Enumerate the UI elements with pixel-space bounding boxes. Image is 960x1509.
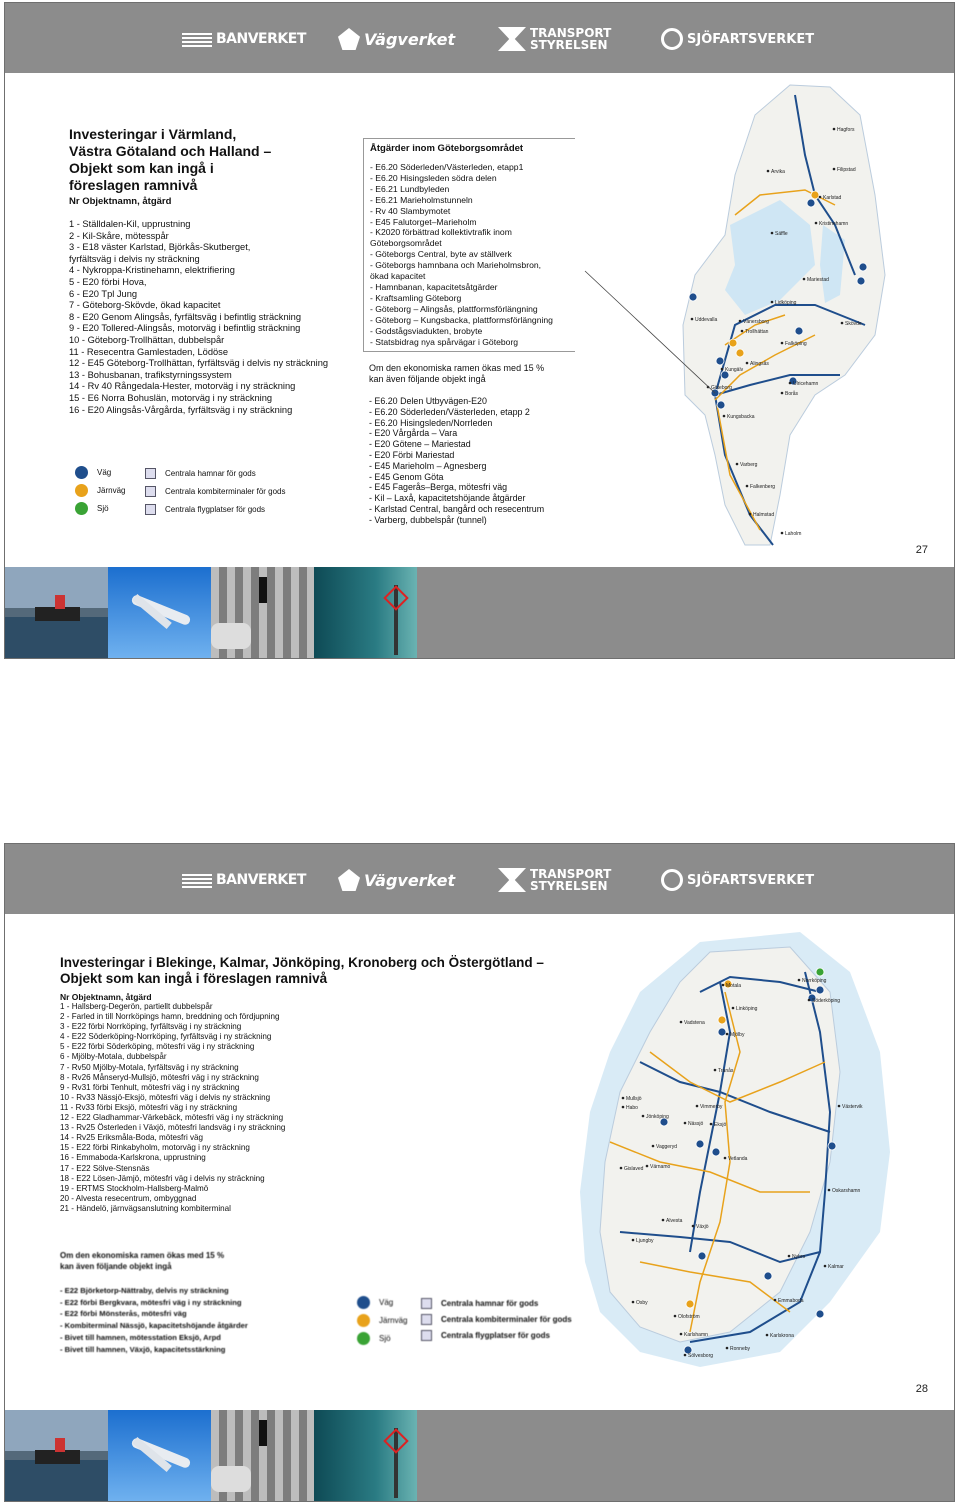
rail-marker-icon [357,1314,370,1327]
list-item: 7 - Göteborg-Skövde, ökad kapacitet [69,300,221,311]
list-item: 16 - E20 Alingsås-Vårgårda, fyrfältsväg i ny sträckning [69,404,293,415]
map-label: Alingsås [750,361,769,367]
list-item: - Göteborgs hamnbana och Marieholmsbron, [370,260,542,271]
town-dot [721,368,724,371]
extra-intro: Om den ekonomiska ramen ökas med 15 % kan även följande objekt ingå [60,1251,225,1271]
map-label: Värnamo [650,1164,671,1170]
list-item: - Kombiterminal Nässjö, kapacitetshöjande åtgärder [60,1321,248,1331]
map-label: Eksjö [714,1122,727,1128]
list-item: 16 - Emmaboda-Karlskrona, upprustning [60,1153,206,1163]
legend: Väg Järnväg Sjö Centrala hamnar för gods Centrala kombiterminaler för gods Centrala flygplatser för gods [75,466,335,522]
town-dot [781,532,784,535]
sea-marker-icon [75,502,88,515]
town-dot [771,301,774,304]
list-item: - E6.20 Hisingsleden/Norrleden [369,417,493,428]
list-item: 14 - Rv25 Eriksmåla-Boda, mötesfri väg [60,1133,204,1143]
list-item: 9 - Rv31 förbi Tenhult, mötesfri väg i ny sträckning [60,1082,240,1092]
map-vastra-gotaland [575,75,895,553]
map-label: Halmstad [753,512,775,518]
train-photo [314,1410,417,1501]
map-label: Växjö [696,1224,709,1230]
town-dot [838,1105,841,1108]
map-label: Karlstad [823,195,842,201]
list-item: - E22 förbi Mönsterås, mötesfri väg [60,1309,187,1319]
map-label: Uddevalla [695,317,718,323]
list-item: 5 - E22 förbi Söderköping, mötesfri väg i ny sträckning [60,1042,255,1052]
town-dot [833,168,836,171]
map-label: Vadstena [684,1020,705,1026]
town-dot [632,1239,635,1242]
town-dot [632,1301,635,1304]
list-item: 9 - E20 Tollered-Alingsås, motorväg i befintlig sträckning [69,323,301,334]
project-marker [712,1148,720,1156]
column-header: Nr Objektnamn, åtgärd [60,992,152,1002]
town-dot [714,1069,717,1072]
list-item: - Göteborg – Kungsbacka, plattformsförlängning [370,314,553,325]
town-dot [692,1225,695,1228]
map-label: Ljungby [636,1238,654,1244]
town-dot [662,1219,665,1222]
list-item: - E45 Genom Göta [369,471,444,482]
list-item: - Kil – Laxå, kapacitetshöjande åtgärder [369,493,526,504]
map-label: Alvesta [666,1218,683,1224]
list-item: 11 - Resecentra Gamlestaden, Lödöse [69,346,229,357]
list-item: - E45 Marieholm – Agnesberg [369,460,487,471]
objects-list [60,1002,285,1214]
project-marker [816,986,824,994]
town-dot [774,1299,777,1302]
town-dot [724,1157,727,1160]
extra-intro: Om den ekonomiska ramen ökas med 15 % kan även följande objekt ingå [369,363,545,384]
list-item: - Bivet till hamnen, Växjö, kapacitetsstärkning [60,1344,226,1354]
crosswalk-photo [211,567,314,658]
column-header: Nr Objektnamn, åtgärd [69,196,172,207]
map-label: Osby [636,1300,648,1306]
map-label: Kungälv [725,367,744,373]
list-item: 8 - E20 Genom Alingsås, fyrfältsväg i befintlig sträckning [69,311,302,322]
town-dot [788,1255,791,1258]
map-label: Emmaboda [778,1298,804,1304]
map-label: Gislaved [624,1166,644,1172]
map-label: Karlskrona [770,1333,794,1339]
list-item: - Kraftsamling Göteborg [370,292,462,303]
map-label: Göteborg [711,385,732,391]
map-label: Norrköping [802,978,827,984]
town-dot [652,1145,655,1148]
banverket-logo: BANVERKET [182,25,306,53]
town-dot [766,1334,769,1337]
list-item: 13 - Rv25 Österleden i Växjö, mötesfri landsväg i ny sträckning [60,1123,286,1133]
map-label: Filipstad [837,167,856,173]
project-marker [718,1028,726,1036]
list-item: - E6.20 Delen Utbyvägen-E20 [369,396,487,406]
list-item: - E22 förbi Bergkvara, mötesfri väg i ny sträckning [60,1297,242,1307]
town-dot [622,1106,625,1109]
town-dot [798,979,801,982]
map-label: Mariestad [807,277,829,283]
town-dot [767,170,770,173]
objects-list [69,219,328,416]
map-label: Olofström [678,1314,700,1320]
slide-title: Investeringar i Blekinge, Kalmar, Jönköping, Kronoberg och Östergötland – Objekt som kan ingå i föreslagen ramnivå [60,955,544,986]
list-item: - E45 Falutorget–Marieholm [370,216,477,227]
map-label: Laholm [785,531,802,537]
town-dot [746,362,749,365]
town-dot [815,222,818,225]
list-item: - Rv 40 Slambymotet [370,205,451,216]
map-label: Tranås [718,1068,734,1074]
map-label: Skövde [845,321,862,327]
town-dot [691,318,694,321]
list-item: 13 - Bohusbanan, trafikstyrningssystem [69,369,232,380]
project-marker [807,199,815,207]
list-item: 11 - Rv33 förbi Eksjö, mötesfri väg i ny sträckning [60,1102,238,1112]
map-label: Mjölby [730,1032,745,1038]
map-label: Kungsbacka [727,414,755,420]
sjofartsverket-logo: SJÖFARTSVERKET [661,866,814,894]
list-item: 1 - Hallsberg-Degerön, partiellt dubbelspår [60,1002,213,1011]
list-item: 3 - E18 väster Karlstad, Björkås-Skutberget, [69,242,251,253]
list-item: - Bivet till hamnen, mötesstation Eksjö, Arpd [60,1332,221,1342]
town-dot [732,1007,735,1010]
map-label: Trollhättan [745,329,769,335]
list-item: - Karlstad Central, bangård och resecentrum [369,503,545,514]
map-label: Hagfors [837,127,855,133]
town-dot [749,513,752,516]
town-dot [841,322,844,325]
map-label: Vimmerby [700,1104,723,1110]
town-dot [789,382,792,385]
list-item: - E20 Vårgårda – Vara [369,428,458,439]
list-item: fyrfältsväg i delvis ny sträckning [69,253,200,264]
project-marker [718,1016,726,1024]
list-item: 12 - E22 Gladhammar-Värkebäck, mötesfri väg i ny sträckning [60,1113,284,1123]
list-item: - Göteborgs Central, byte av ställverk [370,249,512,260]
airplane-photo [108,1410,211,1501]
list-item: - E6.20 Söderleden/Västerleden, etapp 2 [369,406,530,417]
map-label: Motala [726,983,742,989]
list-item: Göteborgsområdet [370,238,442,249]
project-marker [696,1140,704,1148]
ship-photo [5,567,108,658]
town-dot [680,1333,683,1336]
town-dot [781,342,784,345]
extra-list [369,396,544,526]
town-dot [824,1265,827,1268]
map-label: Vänersborg [743,319,769,325]
footer-photos [5,567,954,658]
town-dot [726,1347,729,1350]
map-label: Ronneby [730,1346,751,1352]
map-label: Sölvesborg [688,1353,714,1359]
page-number: 28 [915,1383,928,1395]
list-item: - Hamnbanan, kapacitetsåtgärder [370,281,498,292]
list-item: 10 - Rv33 Nässjö-Eksjö, mötesfri väg i delvis ny sträckning [60,1092,271,1102]
town-dot [684,1354,687,1357]
town-dot [736,463,739,466]
project-marker [686,1300,694,1308]
project-marker [764,1272,772,1280]
town-dot [741,330,744,333]
list-item: 20 - Alvesta resecentrum, ombyggnad [60,1193,197,1203]
map-label: Mullsjö [626,1096,642,1102]
header-bar [5,3,954,73]
list-item: 4 - E22 Söderköping-Norrköping, fyrfältsväg i ny sträckning [60,1032,272,1042]
list-item: 12 - E45 Göteborg-Trollhättan, fyrfältsväg i delvis ny sträckning [69,358,329,369]
map-label: Borås [785,391,799,397]
transportstyrelsen-logo: TRANSPORT STYRELSEN [498,866,614,894]
list-item: 19 - ERTMS Stockholm-Hallsberg-Malmö [60,1183,209,1193]
town-dot [674,1315,677,1318]
town-dot [781,392,784,395]
map-label: Oskarshamn [832,1188,861,1194]
project-marker [689,293,697,301]
town-dot [803,278,806,281]
map-label: Falkenberg [750,484,776,490]
project-marker [698,1252,706,1260]
map-label: Nässjö [688,1121,704,1127]
crosswalk-photo [211,1410,314,1501]
town-dot [833,128,836,131]
town-dot [819,196,822,199]
list-item: 17 - E22 Sölve-Stensnäs [60,1163,150,1173]
project-marker [729,339,737,347]
ship-photo [5,1410,108,1501]
project-marker [859,263,867,271]
list-item: - E20 Götene – Mariestad [369,439,471,450]
project-marker [717,401,725,409]
list-item: 3 - E22 förbi Norrköping, fyrfältsväg i ny sträckning [60,1022,242,1032]
list-item: 7 - Rv50 Mjölby-Motala, fyrfältsväg i ny sträckning [60,1062,239,1072]
list-item: 2 - Kil-Skåre, mötesspår [69,230,169,241]
map-label: Söderköping [812,998,841,1004]
project-marker [716,357,724,365]
map-label: Nybro [792,1254,806,1260]
town-dot [696,1105,699,1108]
map-label: Varberg [740,462,758,468]
town-dot [680,1021,683,1024]
airplane-photo [108,567,211,658]
list-item: - E6.21 Marieholmstunneln [370,194,473,205]
map-label: Vaggeryd [656,1144,678,1150]
list-item: 6 - Mjölby-Motala, dubbelspår [60,1052,167,1062]
map-label: Arvika [771,169,785,175]
road-marker-icon [75,466,88,479]
list-item: - E6.20 Hisingsleden södra delen [370,172,497,183]
list-item: - Godstågsviadukten, brobyte [370,325,483,336]
town-dot [828,1189,831,1192]
list-item: - E22 Björketorp-Nättraby, delvis ny sträckning [60,1286,229,1295]
project-marker [811,191,819,199]
list-item: 10 - Göteborg-Trollhättan, dubbelspår [69,334,225,345]
map-label: Västervik [842,1104,863,1110]
list-item: 15 - E6 Norra Bohuslän, motorväg i ny sträckning [69,392,273,403]
town-dot [710,1123,713,1126]
town-dot [722,984,725,987]
slide-28 [4,843,955,1502]
list-item: 6 - E20 Tpl Jung [69,288,138,299]
sea-marker-icon [357,1332,370,1345]
project-marker [816,968,824,976]
map-label: Lidköping [775,300,797,306]
map-label: Linköping [736,1006,758,1012]
map-label: Säffle [775,231,788,237]
vagverket-logo: Vägverket [338,866,455,894]
list-item: - E45 Fagerås–Berga, mötesfri väg [369,482,508,493]
list-item: 5 - E20 förbi Hova, [69,276,147,287]
list-item: - E20 Förbi Mariestad [369,449,455,460]
list-item: 1 - Ställdalen-Kil, upprustning [69,219,191,229]
list-item: 18 - E22 Lösen-Jämjö, mötesfri väg i delvis ny sträckning [60,1173,265,1183]
train-photo [314,567,417,658]
footer-photos [5,1410,954,1501]
project-marker [816,1310,824,1318]
legend: Väg Järnväg Sjö Centrala hamnar för gods Centrala kombiterminaler för gods Centrala flygplatser för gods [357,1296,587,1350]
list-item: - Statsbidrag nya spårvägar i Göteborg [370,336,519,347]
list-item: ökad kapacitet [370,271,426,282]
map-label: Jönköping [646,1114,669,1120]
airport-icon [145,504,156,515]
page-number: 27 [915,544,928,556]
transportstyrelsen-logo: TRANSPORT STYRELSEN [498,25,614,53]
road-marker-icon [357,1296,370,1309]
list-item: - Göteborg – Alingsås, plattformsförlängning [370,303,538,314]
map-label: Kristinehamn [819,221,849,227]
town-dot [746,485,749,488]
town-dot [808,999,811,1002]
extra-list [60,1285,248,1355]
list-item: - Varberg, dubbelspår (tunnel) [369,514,487,525]
list-item: - E6.21 Lundbyleden [370,183,450,194]
list-item: 8 - Rv26 Månseryd-Mullsjö, mötesfri väg i ny sträckning [60,1072,259,1082]
project-marker [795,327,803,335]
slide-title: Investeringar i Värmland, Västra Götaland och Halland – Objekt som kan ingå i föreslagen ramnivå [69,126,272,193]
map-label: Habo [626,1105,638,1111]
list-item: - E6.20 Söderleden/Västerleden, etapp1 [370,162,524,172]
list-item: 15 - E22 förbi Rinkabyholm, motorväg i ny sträckning [60,1143,250,1153]
map-sydost [580,932,900,1372]
header-bar [5,844,954,914]
sjofartsverket-logo: SJÖFARTSVERKET [661,25,814,53]
terminal-icon [145,486,156,497]
list-item: 2 - Farled in till Norrköpings hamn, breddning och fördjupning [60,1012,280,1022]
project-marker [736,349,744,357]
town-dot [739,320,742,323]
slide-27 [4,2,955,659]
map-label: Vetlanda [728,1156,748,1162]
airport-icon [421,1330,432,1341]
rail-marker-icon [75,484,88,497]
goteborg-box-title: Åtgärder inom Göteborgsområdet [370,143,524,154]
town-dot [726,1033,729,1036]
list-item: - K2020 förbättrad kollektivtrafik inom [370,227,512,238]
map-label: Falköping [785,341,807,347]
town-dot [642,1115,645,1118]
list-item: 4 - Nykroppa-Kristinehamn, elektrifiering [69,265,235,276]
port-icon [145,468,156,479]
map-label: Kalmar [828,1264,844,1270]
terminal-icon [421,1314,432,1325]
list-item: 14 - Rv 40 Rångedala-Hester, motorväg i ny sträckning [69,381,296,392]
project-marker [857,277,865,285]
banverket-logo: BANVERKET [182,866,306,894]
vagverket-logo: Vägverket [338,25,455,53]
project-marker [828,1142,836,1150]
port-icon [421,1298,432,1309]
map-label: Ulricehamn [793,381,819,387]
goteborg-box [363,138,579,352]
map-label: Karlshamn [684,1332,708,1338]
goteborg-list [370,162,572,347]
town-dot [771,232,774,235]
town-dot [723,415,726,418]
town-dot [620,1167,623,1170]
town-dot [646,1165,649,1168]
list-item: 21 - Händelö, järnvägsanslutning kombiterminal [60,1203,231,1213]
town-dot [622,1097,625,1100]
town-dot [684,1122,687,1125]
